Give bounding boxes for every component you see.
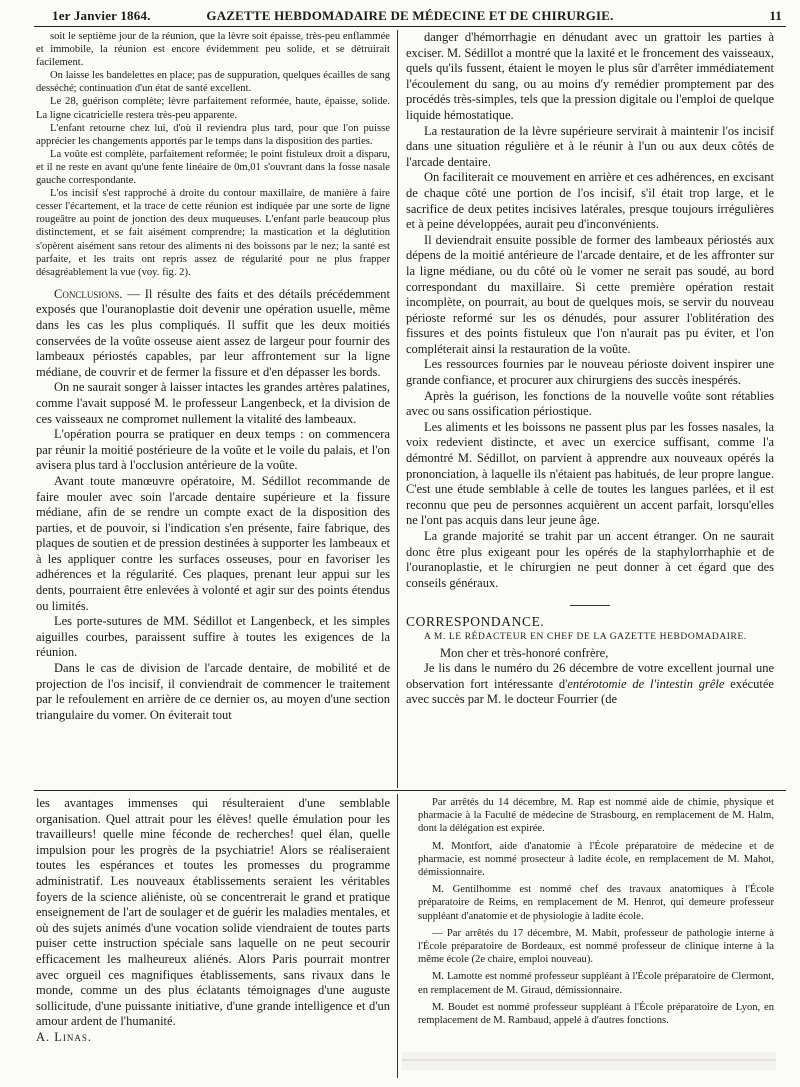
- body-paragraph: danger d'hémorrhagie en dénudant avec un grattoir les parties à exciser. M. Sédillot a montré que la laxité et le froncement des vaisseaux, quels qu'ils fussent, étaient le moyen le plus sûr d'arrêter immédiatement l'écoulement du sang, ou au moins d'y remédier promptement par des procédés très-simples, tels que la pression digitale ou l'emploi de quelque liquide hémostatique.: [406, 30, 774, 122]
- appointment-notice: M. Lamotte est nommé professeur suppléant à l'École préparatoire de Clermont, en remplacement de M. Giraud, démissionnaire.: [418, 971, 774, 996]
- body-paragraph: Dans le cas de division de l'arcade dentaire, de mobilité et de projection de l'os incisif, il conviendrait de commencer le traitement par le refoulement en arrière de ce dernier os, au moyen d'une section triangulaire du vomer. On éviterait tout: [36, 661, 390, 722]
- page-header: [34, 4, 786, 26]
- conclusions-text: — Il résulte des faits et des détails précédemment exposés que l'ouranoplastie doit devenir une opération usuelle, même dans les cas les plus compliqués. Il suffit que les deux moitiés conservées de la voûte osseuse aient assez de largeur pour fournir des lambeaux périostés capables, par leur affrontement sur la ligne médiane, de couvrir et de fermer la fissure et d'en dépasser les bords.: [36, 286, 390, 379]
- body-paragraph: On faciliterait ce mouvement en arrière et ces adhérences, en excisant de chaque côté une portion de l'os incisif, s'il était trop large, et le sacrifice de deux petites incisives latérales, presque toujours irrégulières et à peine développées, aurait peu d'inconvénients.: [406, 170, 774, 232]
- body-paragraph: Les aliments et les boissons ne passent plus par les fosses nasales, la voix redevient distincte, et avec un exercice suffisant, comme l'a démontré M. Sédillot, on parvient à apprendre aux nouveaux opérés la prononciation, à laquelle ils n'étaient pas habitués, de leur propre langue. C'est une étude semblable à celle de toutes les langues parlées, et il est reconnu que peu de personnes acquièrent un accent parfait, lorsqu'elles ne l'ont pas acquis dans leur jeune âge.: [406, 419, 774, 528]
- letter-italic-term: entérotomie de l'intestin grêle: [567, 676, 725, 691]
- observation-paragraph: Le 28, guérison complète; lèvre parfaitement reformée, haute, épaisse, solide. La ligne cicatricielle restera très-peu apparente.: [36, 96, 390, 121]
- body-paragraph: Avant toute manœuvre opératoire, M. Sédillot recommande de faire mouler avec soin l'arcade dentaire supérieure et la fissure médiane, afin de se rendre un compte exact de la disposition des parties, et de pouvoir, si l'indication s'en présente, faire fabrique, des plaques de soutien et de pression destinées à supporter les lambeaux et à les appliquer contre les surfaces osseuses, pour en favoriser les adhérences et la régularité. Ces plaques, prenant leur appui sur les dents, pourraient être enlevées à volonté et agir sur des points étendus ou limités.: [36, 473, 390, 613]
- letter-salutation: Mon cher et très-honoré confrère,: [440, 645, 609, 660]
- appointment-notice: — Par arrêtés du 17 décembre, M. Mabit, professeur de pathologie interne à l'École préparatoire de Bordeaux, est nommé professeur de clinique interne à la même école (2e chaire, emploi nouveau).: [418, 927, 774, 966]
- observation-paragraph: L'enfant retourne chez lui, d'où il reviendra plus tard, pour que l'on puisse apprécier les changements apportés par le temps dans la disposition des parties.: [36, 122, 390, 147]
- appointment-notice: M. Gentilhomme est nommé chef des travaux anatomiques à l'École préparatoire de Reims, en remplacement de M. Henrot, qui demeure professeur suppléant d'anatomie et de physiologie à ladite école.: [418, 884, 774, 922]
- appointments-notices: [418, 796, 774, 1050]
- observation-paragraph: L'os incisif s'est rapproché à droite du contour maxillaire, de manière à faire cesser l'écartement, et la trace de cette réunion est indiquée par une sorte de ligne rougeâtre au point de jonction des deux muqueuses. L'enfant parle beaucoup plus distinctement, et se fait aisément comprendre; la mastication et la déglutition s'opèrent aisément sans retour des aliments ni des boissons par le nez; la santé est parfaite, et les traits ont repris assez de régularité pour ne plus frapper désagréablement la vue (voy. fig. 2).: [36, 188, 390, 278]
- body-paragraph: Après la guérison, les fonctions de la nouvelle voûte sont rétablies avec ou sans ossification périostique.: [406, 388, 774, 419]
- correspondence-rule: [570, 605, 610, 606]
- conclusions-paragraph: [36, 287, 390, 381]
- body-paragraph: Il deviendrait ensuite possible de former des lambeaux périostés aux dépens de la moitié antérieure de l'arcade dentaire, et de les affronter sur la ligne médiane, ou du côté où le vomer ne serait pas soudé, au bord correspondant du maxillaire. Si cette première opération restait incomplète, on pourrait, au bout de quelques mois, se servir du nouveau périoste reformé sur les os dénudés, pour assurer l'oblitération des fissures et des points fistuleux que l'on n'aurait pas pu éviter, et l'on compléterait ainsi la restauration de la voûte.: [406, 232, 774, 356]
- right-column: [406, 30, 774, 788]
- header-title: GAZETTE HEBDOMADAIRE DE MÉDECINE ET DE CHIRURGIE.: [206, 8, 614, 23]
- page-number: 11: [769, 8, 782, 23]
- letter-text-end: exécutée avec succès par M. le docteur Fourrier (de: [406, 676, 774, 707]
- letter-opening: [406, 661, 774, 708]
- letter-text: Je lis dans le numéro du 26 décembre de votre excellent journal une observation fort intéressante d': [406, 661, 774, 691]
- body-paragraph: Les porte-sutures de MM. Sédillot et Langenbeck, et les simples aiguilles courbes, paraissent suffire à toutes les exigences de la réunion.: [36, 614, 390, 660]
- body-paragraph: L'opération pourra se pratiquer en deux temps : on commencera par réunir la moitié postérieure de la voûte et le voile du palais, et l'on avisera plus tard à l'occlusion antérieure de la voûte.: [36, 427, 390, 473]
- correspondence-heading: CORRESPONDANCE.: [406, 614, 545, 630]
- asylum-article-paragraph: les avantages immenses qui résulteraient d'une semblable organisation. Quel attrait pour les élèves! quelle émulation pour les travailleurs! quelle mine féconde de recherches! quel élan, quelle impulsion pour les progrès de la psychiatrie! Alors se réaliseraient toutes les espérances et toutes les promesses du programme administratif. Les nouveaux établissements seraient les véritables foyers de la science aliéniste, où se concentrerait le grand et pratique enseignement de l'art de soulager et de guérir les maladies mentales, et où des sujets animés d'une vocation solide viendraient de toutes parts puiser cette instruction spéciale sans laquelle on ne peut secourir efficacement les malheureux aliénés. Alors Paris pourrait montrer avec orgueil ces magnifiques établissements, sans rivaux dans le monde, comme un des plus éclatants témoignages d'une auguste sollicitude, d'une puissante initiative, d'une grande intelligence et d'un amour ardent de l'humanité.: [36, 796, 390, 1029]
- observation-paragraph: soit le septième jour de la réunion, que la lèvre soit épaisse, très-peu enflammée et immobile, la réunion est encore évidemment peu solide, et se détruirait facilement.: [36, 31, 390, 69]
- conclusions-section: [36, 287, 390, 724]
- bottom-left-column: [36, 796, 390, 1078]
- appointment-notice: M. Montfort, aide d'anatomie à l'École préparatoire de médecine et de pharmacie, est nommé prosecteur à ladite école, en remplacement de M. Mahot, démissionnaire.: [418, 840, 774, 879]
- appointment-notice: M. Boudet est nommé professeur suppléant à l'École préparatoire de Lyon, en remplacement de M. Rambaud, appelé à d'autres fonctions.: [418, 1001, 774, 1027]
- column-divider-top: [397, 30, 398, 788]
- header-date: 1er Janvier 1864.: [52, 8, 151, 23]
- column-divider-bottom: [397, 794, 398, 1078]
- appointment-notice: Par arrêtés du 14 décembre, M. Rap est nommé aide de chimie, physique et pharmacie à la Faculté de médecine de Strasbourg, en remplacement de M. Halm, dont la délégation est expirée.: [418, 797, 774, 835]
- observation-notes: [36, 30, 390, 279]
- letter-address: A M. LE RÉDACTEUR EN CHEF DE LA GAZETTE HEBDOMADAIRE.: [424, 631, 747, 642]
- left-column: [36, 30, 390, 788]
- bleed-through-strip: [402, 1052, 776, 1070]
- article-signature: A. Linas.: [36, 1029, 93, 1044]
- conclusions-label: Conclusions.: [54, 286, 123, 301]
- section-divider-rule: [34, 790, 786, 791]
- body-paragraph: Les ressources fournies par le nouveau périoste doivent inspirer une grande confiance, et procurer aux chirurgiens des succès inespérés.: [406, 357, 774, 388]
- body-paragraph: La grande majorité se trahit par un accent étranger. On ne saurait donc être plus exigeant pour les opérés de la staphylorrhaphie et de l'ouranoplastie, et le chirurgien ne peut donner à cet égard que des conseils généraux.: [406, 529, 774, 590]
- body-paragraph: La restauration de la lèvre supérieure servirait à maintenir l'os incisif dans une situation régulière et à le réunir à l'un ou aux deux côtés de l'arcade dentaire.: [406, 123, 774, 169]
- header-rule: [34, 26, 786, 27]
- observation-paragraph: La voûte est complète, parfaitement reformée; le point fistuleux droit a disparu, et il ne reste en avant qu'une fente linéaire de 0m,01 s'ouvrant dans la fosse nasale gauche correspondante.: [36, 148, 390, 187]
- body-paragraph: On ne saurait songer à laisser intactes les grandes artères palatines, comme l'avait supposé M. le professeur Langenbeck, et la division de ces vaisseaux ne compromet nullement la vitalité des lambeaux.: [36, 380, 390, 426]
- observation-paragraph: On laisse les bandelettes en place; pas de suppuration, quelques écailles de sang desséché; continuation d'un état de santé excellent.: [36, 70, 390, 95]
